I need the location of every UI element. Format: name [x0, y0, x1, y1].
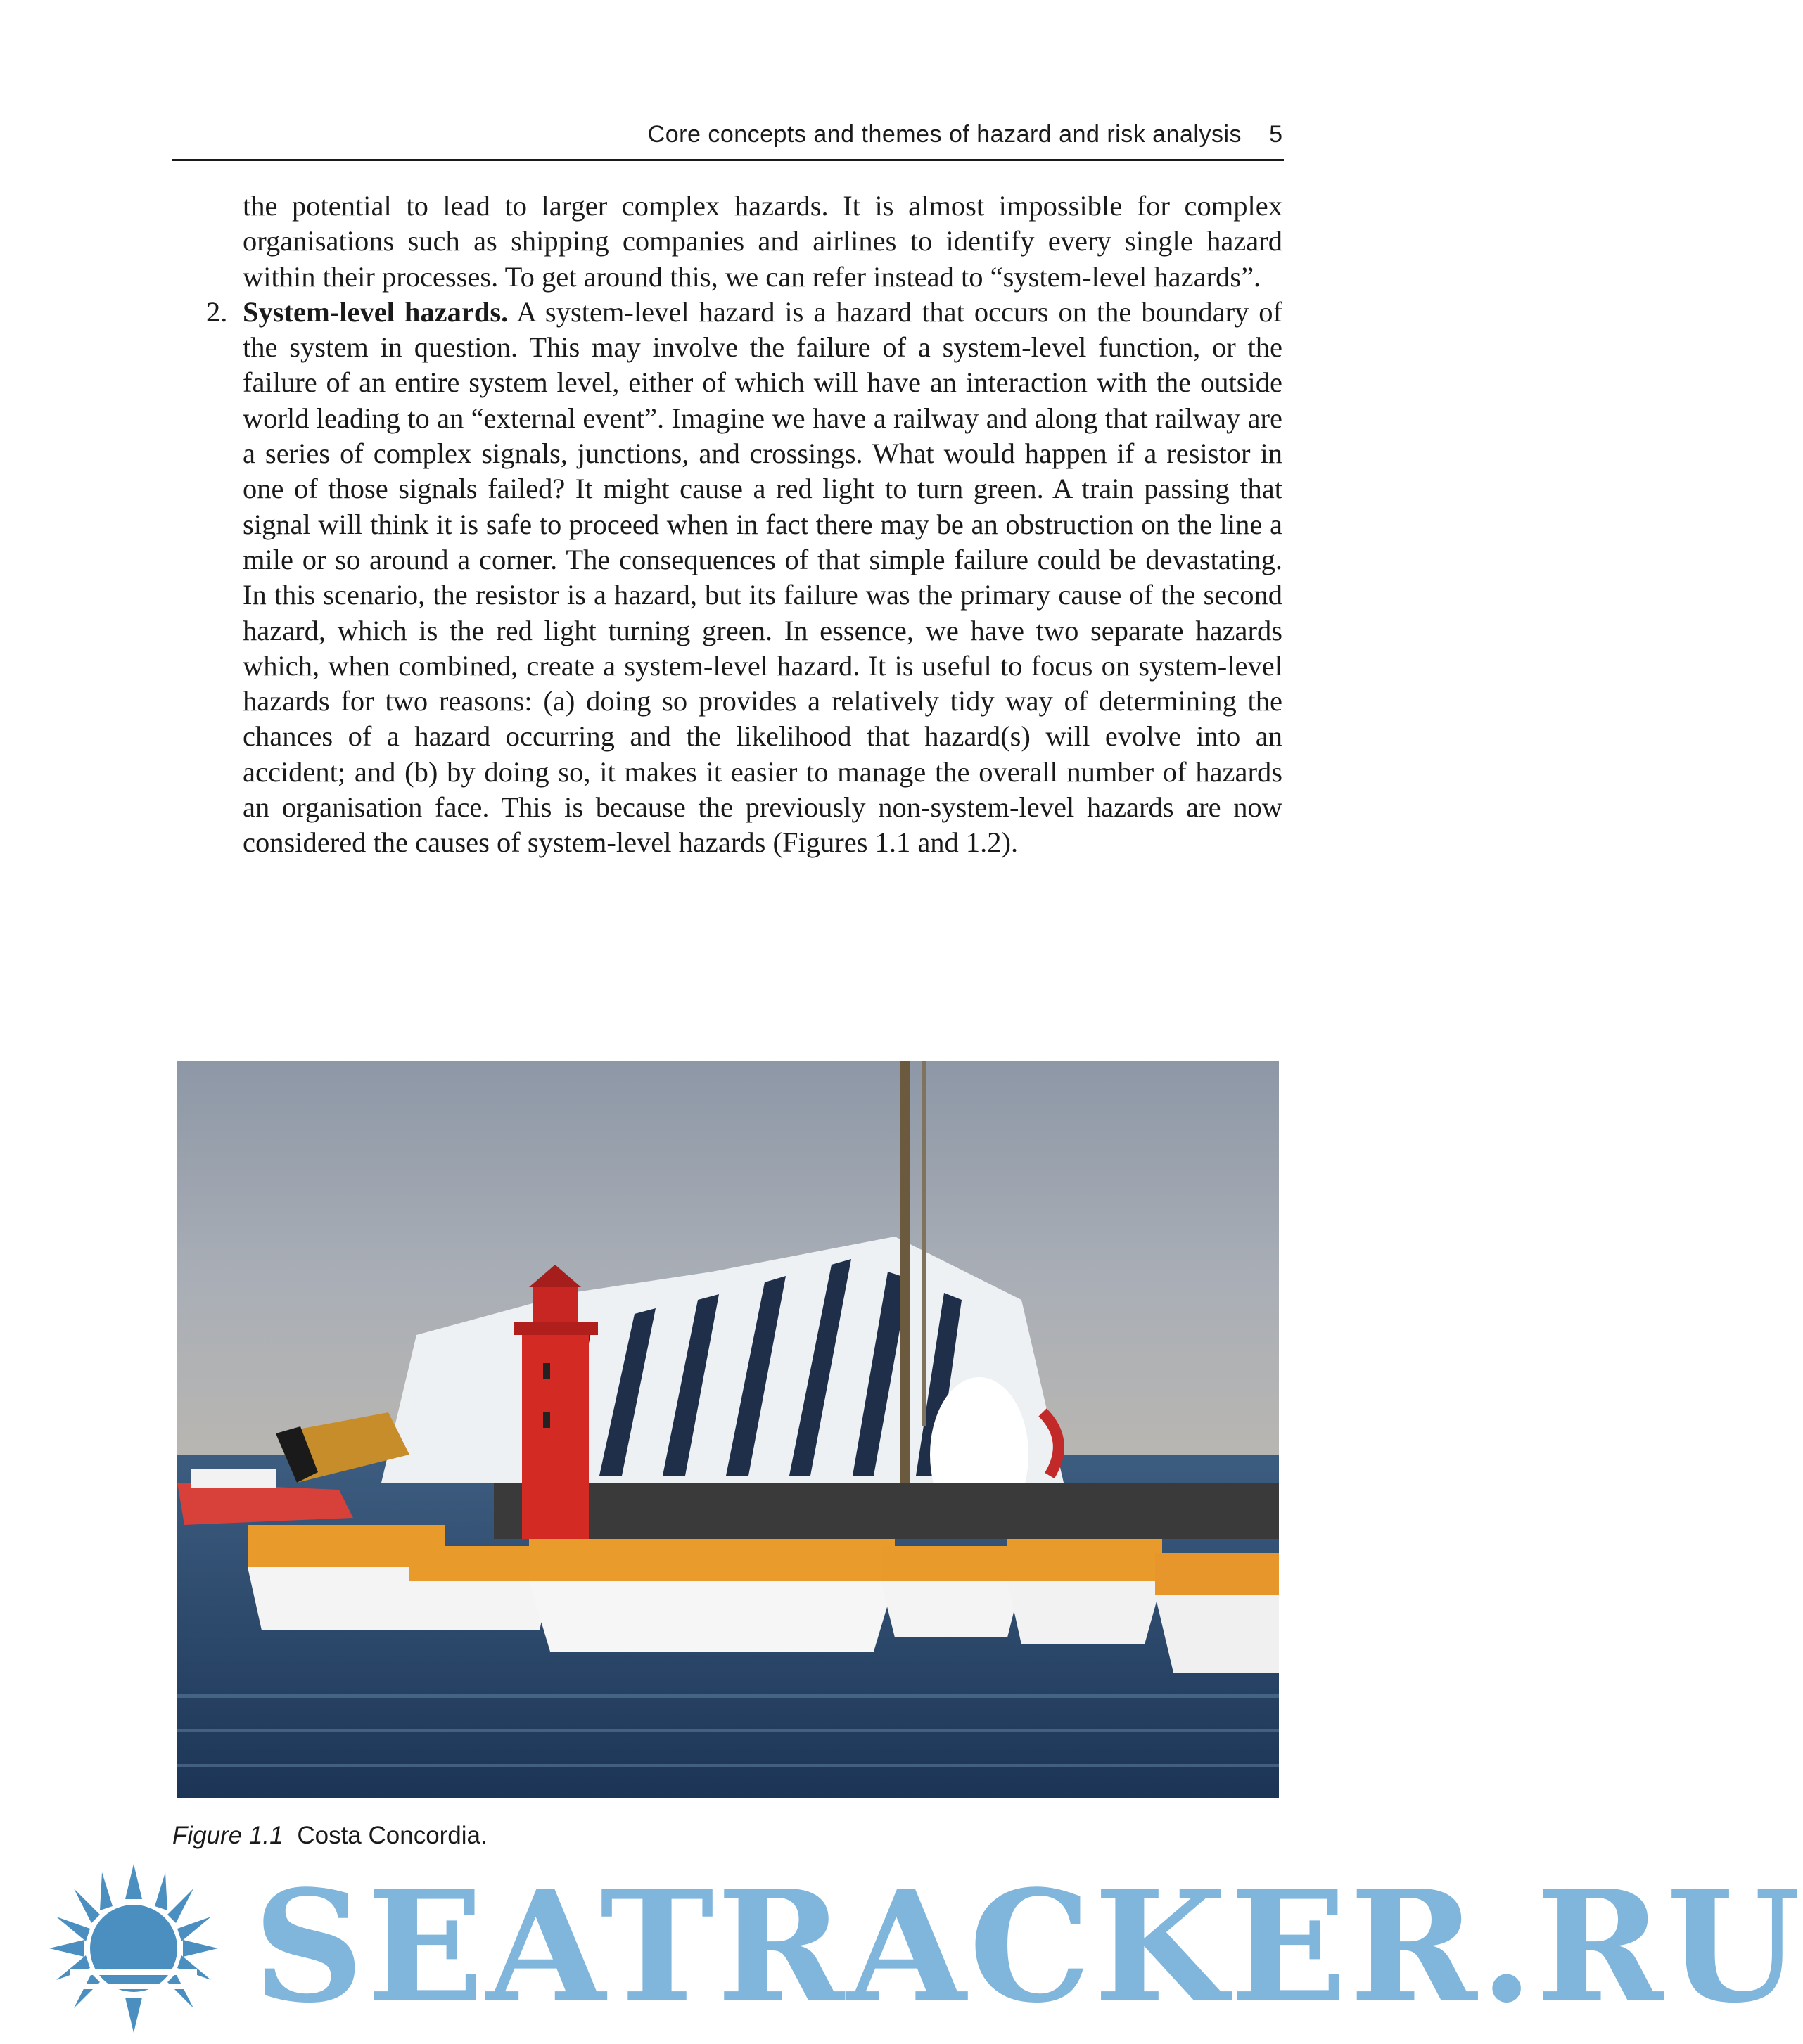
figure-photo-costa-concordia: [177, 1061, 1279, 1798]
list-item-number: 2.: [206, 295, 228, 328]
paragraph-continuation: the potential to lead to larger complex hazards. It is almost impossible for complex organisations such as shipping companies and airlines to identify every single hazard within their processes. To get around this, we can refer instead to “system-level hazards”.: [243, 190, 1282, 293]
figure-label: Figure 1.1: [172, 1822, 283, 1849]
page-number: 5: [1269, 121, 1282, 148]
list-item-text: A system-level hazard is a hazard that occurs on the boundary of the system in question. This may involve the failure of a system-level function, or the failure of an entire system level, either of which will have an interaction with the outside world leading to an “external event”. Imagine we have a railway and along that railway are a series of complex signals, junctions, and crossings. What would happen if a resistor in one of those signals failed? It might cause a red light to turn green. A train passing that signal will think it is safe to proceed when in fact there may be an obstruction on the line a mile or so around a corner. The consequences of that simple failure could be devastating. In this scenario, the resistor is a hazard, but its failure was the primary cause of the second hazard, which is the red light turning green. In essence, we have two separate hazards which, when combined, create a system-level hazard. It is useful to focus on system-level hazards for two reasons: (a) doing so provides a relatively tidy way of determining the chances of a hazard occurring and the likelihood that hazard(s) will evolve into an accident; and (b) by doing so, it makes it easier to manage the overall number of hazards an organisation face. This is because the previously non-system-level hazards are now considered the causes of system-level hazards (Figures 1.1 and 1.2).: [243, 295, 1282, 859]
watermark-text: SEATRACKER.RU: [253, 1857, 1803, 2037]
figure-caption: [172, 1822, 488, 1850]
list-item-term: System-level hazards.: [243, 295, 509, 328]
figure-caption-text: Costa Concordia.: [297, 1822, 488, 1849]
list-item-system-level-hazards: [206, 295, 1282, 861]
running-header: [172, 121, 1284, 158]
sun-icon: [42, 1864, 225, 2026]
watermark: [21, 1857, 1803, 2037]
running-header-title: Core concepts and themes of hazard and risk analysis: [647, 121, 1242, 148]
header-rule: [172, 159, 1284, 161]
body-text: [206, 189, 1282, 861]
